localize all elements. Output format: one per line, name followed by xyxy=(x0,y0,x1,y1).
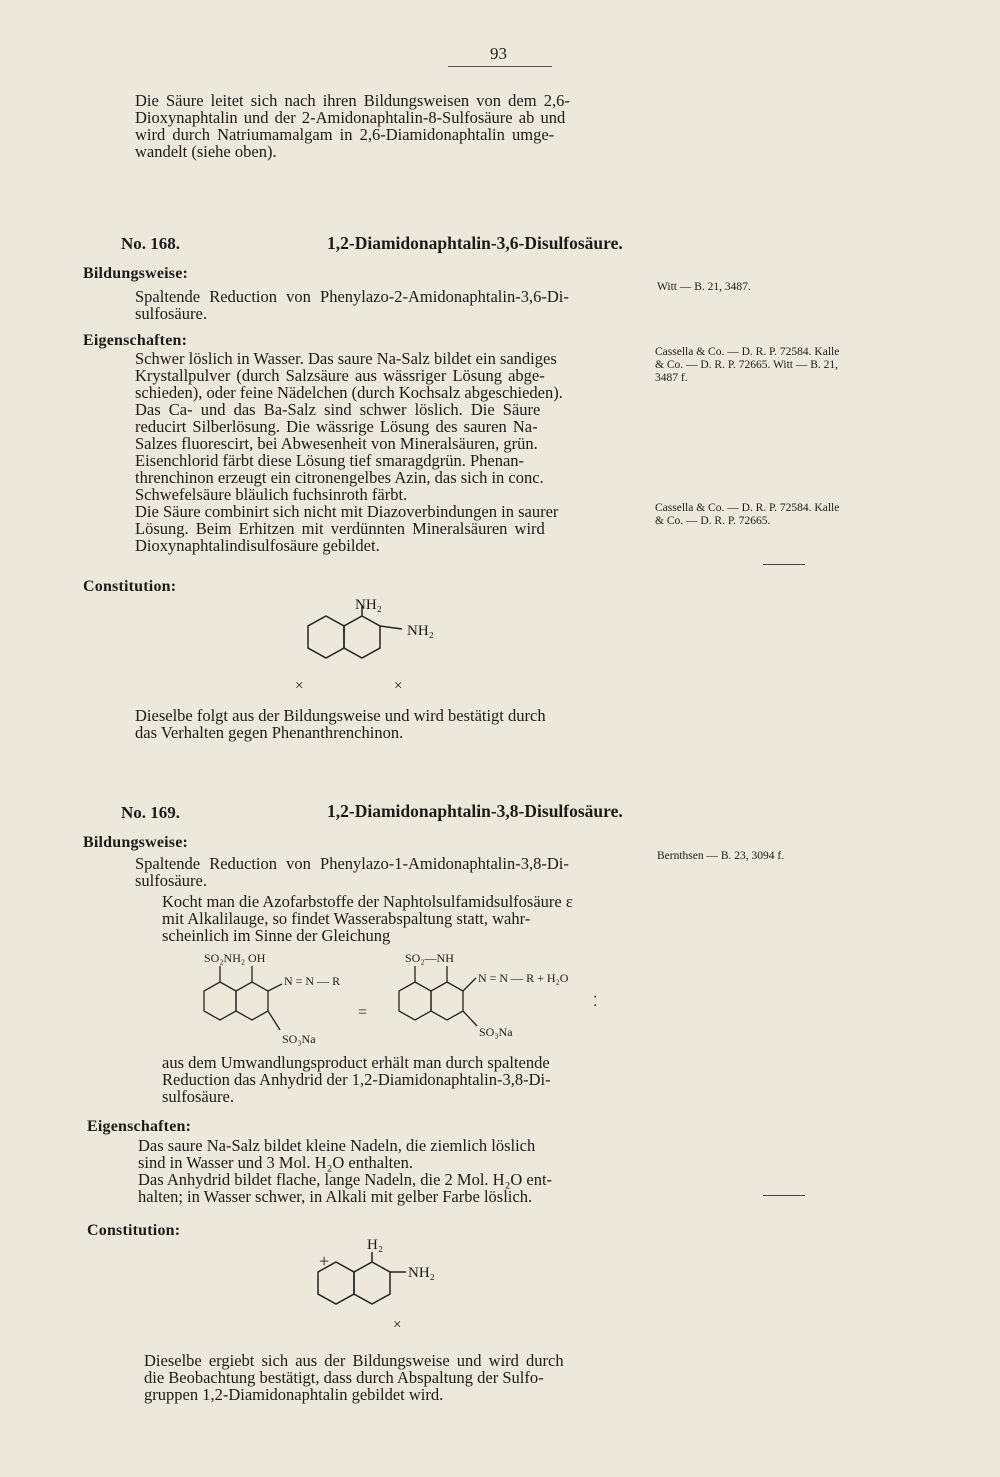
text-line: die Beobachtung bestätigt, dass durch Abspaltung der Sulfo- xyxy=(144,1368,544,1387)
text-line: Schwefelsäure bläulich fuchsinroth färbt. xyxy=(135,485,408,504)
text-line: Krystallpulver (durch Salzsäure aus wässriger Lösung abge- xyxy=(135,366,545,385)
text-line: Dieselbe folgt aus der Bildungsweise und wird bestätigt durch xyxy=(135,706,546,725)
benzene-ring xyxy=(204,982,236,1020)
reference-line: & Co. — D. R. P. 72665. xyxy=(655,515,771,527)
section-label-constitution: Constitution: xyxy=(83,578,177,595)
substituent-label: SO₂NH₂ OH xyxy=(204,951,266,965)
text-line: mit Alkalilauge, so findet Wasserabspaltung statt, wahr- xyxy=(162,909,531,928)
intro-line: Die Säure leitet sich nach ihren Bildungsweisen von dem 2,6- xyxy=(135,91,570,110)
section-label-bildungsweise: Bildungsweise: xyxy=(83,834,189,851)
text-line: schieden), oder feine Nädelchen (durch Kochsalz abgeschieden). xyxy=(135,383,563,402)
section-label-constitution: Constitution: xyxy=(87,1222,181,1239)
entry-title: 1,2-Diamidonaphtalin-3,8-Disulfosäure. xyxy=(327,801,623,821)
text-line: Das saure Na-Salz bildet kleine Nadeln, die ziemlich löslich xyxy=(138,1136,536,1155)
naphthalene-structure-diagram xyxy=(285,590,465,700)
bond-line xyxy=(463,1011,477,1026)
literature-reference-block xyxy=(655,346,839,385)
sulfonate-label: SO₃Na xyxy=(479,1025,513,1039)
constitution-note xyxy=(135,707,546,741)
constitution-note xyxy=(144,1352,564,1403)
substituent-mark: × xyxy=(393,1317,402,1333)
divider-rule xyxy=(763,1195,805,1196)
literature-reference: Witt — B. 21, 3487. xyxy=(657,281,751,293)
text-line: Salzes fluorescirt, bei Abwesenheit von Mineralsäuren, grün. xyxy=(135,434,538,453)
page-number: 93 xyxy=(490,44,507,63)
text-line: Spaltende Reduction von Phenylazo-1-Amidonaphtalin-3,8-Di- xyxy=(135,854,569,873)
substituent-label: SO₂—NH xyxy=(405,951,454,965)
text-line: Spaltende Reduction von Phenylazo-2-Amidonaphtalin-3,6-Di- xyxy=(135,287,569,306)
benzene-ring-left xyxy=(318,1262,354,1304)
text-line: halten; in Wasser schwer, in Alkali mit gelber Farbe löslich. xyxy=(138,1187,533,1206)
section-label-bildungsweise: Bildungsweise: xyxy=(83,265,189,282)
reference-line: 3487 f. xyxy=(655,372,688,384)
text-line: Das Anhydrid bildet flache, lange Nadeln, die 2 Mol. H₂O ent- xyxy=(138,1170,553,1189)
eigenschaften-text xyxy=(138,1137,552,1205)
text-line: scheinlich im Sinne der Gleichung xyxy=(162,926,391,945)
nh2-label: NH₂ xyxy=(355,597,382,613)
text-line: sulfosäure. xyxy=(135,304,207,323)
benzene-ring xyxy=(399,982,431,1020)
reference-line: Cassella & Co. — D. R. P. 72584. Kalle xyxy=(655,346,840,358)
text-line: Schwer löslich in Wasser. Das saure Na-Salz bildet ein sandiges xyxy=(135,349,557,368)
text-line: Kocht man die Azofarbstoffe der Naphtolsulfamidsulfosäure ε xyxy=(162,892,573,911)
benzene-ring xyxy=(431,982,463,1020)
header-rule xyxy=(448,66,552,67)
bildungsweise-text xyxy=(135,288,569,322)
divider-rule xyxy=(763,564,805,565)
text-line: sulfosäure. xyxy=(162,1087,234,1106)
azo-group-label: N = N — R xyxy=(284,974,341,988)
text-line: Das Ca- und das Ba-Salz sind schwer löslich. Die Säure xyxy=(135,400,541,419)
entry-number: No. 168. xyxy=(121,234,181,253)
reference-line: Cassella & Co. — D. R. P. 72584. Kalle xyxy=(655,502,840,514)
text-line: Die Säure combinirt sich nicht mit Diazoverbindungen in saurer xyxy=(135,502,559,521)
procedure-text xyxy=(162,893,573,944)
benzene-ring xyxy=(236,982,268,1020)
reaction-equation-diagram xyxy=(190,948,620,1053)
literature-reference-block xyxy=(655,502,839,528)
azo-group-label: N = N — R + H₂O xyxy=(478,971,569,985)
nh2-label: NH₂ xyxy=(407,623,434,639)
sulfonate-label: SO₃Na xyxy=(282,1032,316,1046)
entry-title: 1,2-Diamidonaphtalin-3,6-Disulfosäure. xyxy=(327,233,623,253)
reference-line: & Co. — D. R. P. 72665. Witt — B. 21, xyxy=(655,359,839,371)
benzene-ring-right xyxy=(344,616,380,658)
text-line: Eisenchlorid färbt diese Lösung tief smaragdgrün. Phenan- xyxy=(135,451,525,470)
text-line: gruppen 1,2-Diamidonaphtalin gebildet wird. xyxy=(144,1385,444,1404)
bond-line xyxy=(268,1011,280,1030)
separator-mark: ⁚ xyxy=(593,995,598,1010)
bond-line xyxy=(268,984,282,991)
substituent-mark: + xyxy=(319,1251,330,1271)
text-line: Dioxynaphtalindisulfosäure gebildet. xyxy=(135,536,380,555)
text-line: Dieselbe ergiebt sich aus der Bildungsweise und wird durch xyxy=(144,1351,564,1370)
text-line: das Verhalten gegen Phenanthrenchinon. xyxy=(135,723,404,742)
h2-label: H₂ xyxy=(367,1237,384,1253)
procedure-text xyxy=(162,1054,551,1105)
benzene-ring-right xyxy=(354,1262,390,1304)
intro-line: Dioxynaphtalin und der 2-Amidonaphtalin-8-Sulfosäure ab und xyxy=(135,108,566,127)
intro-line: wandelt (siehe oben). xyxy=(135,142,277,161)
text-line: Lösung. Beim Erhitzen mit verdünnten Mineralsäuren wird xyxy=(135,519,545,538)
nh2-label: NH₂ xyxy=(408,1265,435,1281)
equals-sign: = xyxy=(358,1004,368,1021)
substituent-mark: × xyxy=(394,678,403,694)
text-line: threnchinon erzeugt ein citronengelbes Azin, das sich in conc. xyxy=(135,468,544,487)
bildungsweise-text xyxy=(135,855,569,889)
intro-line: wird durch Natriumamalgam in 2,6-Diamidonaphtalin umge- xyxy=(135,125,555,144)
text-line: Reduction das Anhydrid der 1,2-Diamidonaphtalin-3,8-Di- xyxy=(162,1070,551,1089)
section-label-eigenschaften: Eigenschaften: xyxy=(87,1118,192,1135)
text-line: sulfosäure. xyxy=(135,871,207,890)
text-line: reducirt Silberlösung. Die wässrige Lösung des sauren Na- xyxy=(135,417,538,436)
benzene-ring-left xyxy=(308,616,344,658)
text-line: sind in Wasser und 3 Mol. H₂O enthalten. xyxy=(138,1153,413,1172)
literature-reference: Bernthsen — B. 23, 3094 f. xyxy=(657,850,785,862)
bond-line xyxy=(380,626,402,629)
naphthalene-structure-diagram xyxy=(290,1232,460,1347)
text-line: aus dem Umwandlungsproduct erhält man durch spaltende xyxy=(162,1053,550,1072)
eigenschaften-text xyxy=(135,350,563,554)
entry-number: No. 169. xyxy=(121,803,181,822)
bond-line xyxy=(463,978,476,991)
intro-paragraph xyxy=(135,92,570,160)
substituent-mark: × xyxy=(295,678,304,694)
section-label-eigenschaften: Eigenschaften: xyxy=(83,332,188,349)
